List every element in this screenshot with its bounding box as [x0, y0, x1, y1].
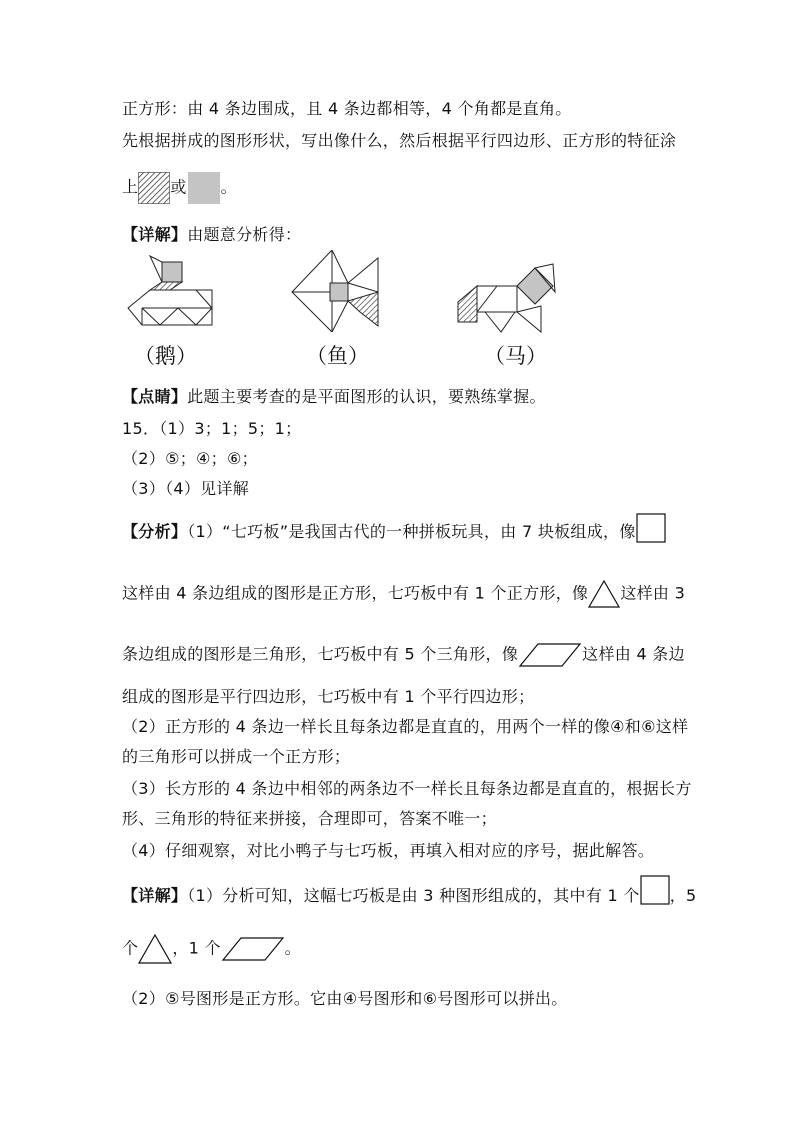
analysis-line: 这样由 4 条边组成的图形是正方形，七巧板中有 1 个正方形，像 这样由 3	[122, 580, 685, 608]
goose-figure	[120, 250, 220, 332]
parallelogram-shape-icon	[221, 936, 285, 962]
q15-answer-34: （3）（4）见详解	[122, 479, 250, 498]
fish-figure	[290, 250, 380, 332]
analysis-line: （4）仔细观察，对比小鸭子与七巧板，再填入相对应的序号，据此解答。	[122, 841, 655, 860]
fish-caption: （鱼）	[306, 344, 369, 368]
hatched-square-icon	[138, 172, 170, 204]
gray-square-icon	[187, 172, 221, 204]
analysis-line: 的三角形可以拼成一个正方形；	[122, 747, 351, 766]
text-line: 先根据拼成的图形形状，写出像什么，然后根据平行四边形、正方形的特征涂	[122, 131, 677, 150]
analysis-line: 【分析】（1）“七巧板”是我国古代的一种拼板玩具，由 7 块板组成，像	[122, 513, 666, 543]
analysis-line: 条边组成的图形是三角形，七巧板中有 5 个三角形，像 这样由 4 条边	[122, 642, 685, 668]
triangle-shape-icon	[138, 934, 172, 964]
comment-line: 【点睛】此题主要考查的是平面图形的认识，要熟练掌握。	[122, 387, 546, 406]
analysis-line: （2）正方形的 4 条边一样长且每条边都是直直的，用两个一样的像④和⑥这样	[122, 717, 689, 736]
square-shape-icon	[640, 875, 670, 905]
goose-caption: （鹅）	[134, 344, 197, 368]
q15-answer-2: （2）⑤；④；⑥；	[122, 449, 258, 468]
parallelogram-shape-icon	[518, 642, 582, 668]
analysis-line: 形、三角形的特征来拼接，合理即可，答案不唯一；	[122, 809, 497, 828]
detail-line: 【详解】（1）分析可知，这幅七巧板是由 3 种图形组成的，其中有 1 个 ，5	[122, 875, 696, 907]
square-shape-icon	[636, 513, 666, 543]
analysis-line: 组成的图形是平行四边形，七巧板中有 1 个平行四边形；	[122, 687, 535, 706]
analysis-line: （3）长方形的 4 条边中相邻的两条边不一样长且每条边都是直直的，根据长方	[122, 779, 692, 798]
detail-line: 个 ，1 个 。	[122, 934, 301, 964]
text-line: 上 或 。	[122, 172, 237, 204]
triangle-shape-icon	[588, 580, 620, 608]
detail-heading: 【详解】由题意分析得：	[122, 225, 302, 244]
q15-answer: 15．（1）3；1；5；1；	[122, 419, 302, 438]
horse-caption: （马）	[484, 344, 547, 368]
text-line: 正方形：由 4 条边围成，且 4 条边都相等，4 个角都是直角。	[122, 99, 572, 118]
horse-figure	[455, 262, 565, 334]
detail-line: （2）⑤号图形是正方形。它由④号图形和⑥号图形可以拼出。	[122, 989, 568, 1008]
